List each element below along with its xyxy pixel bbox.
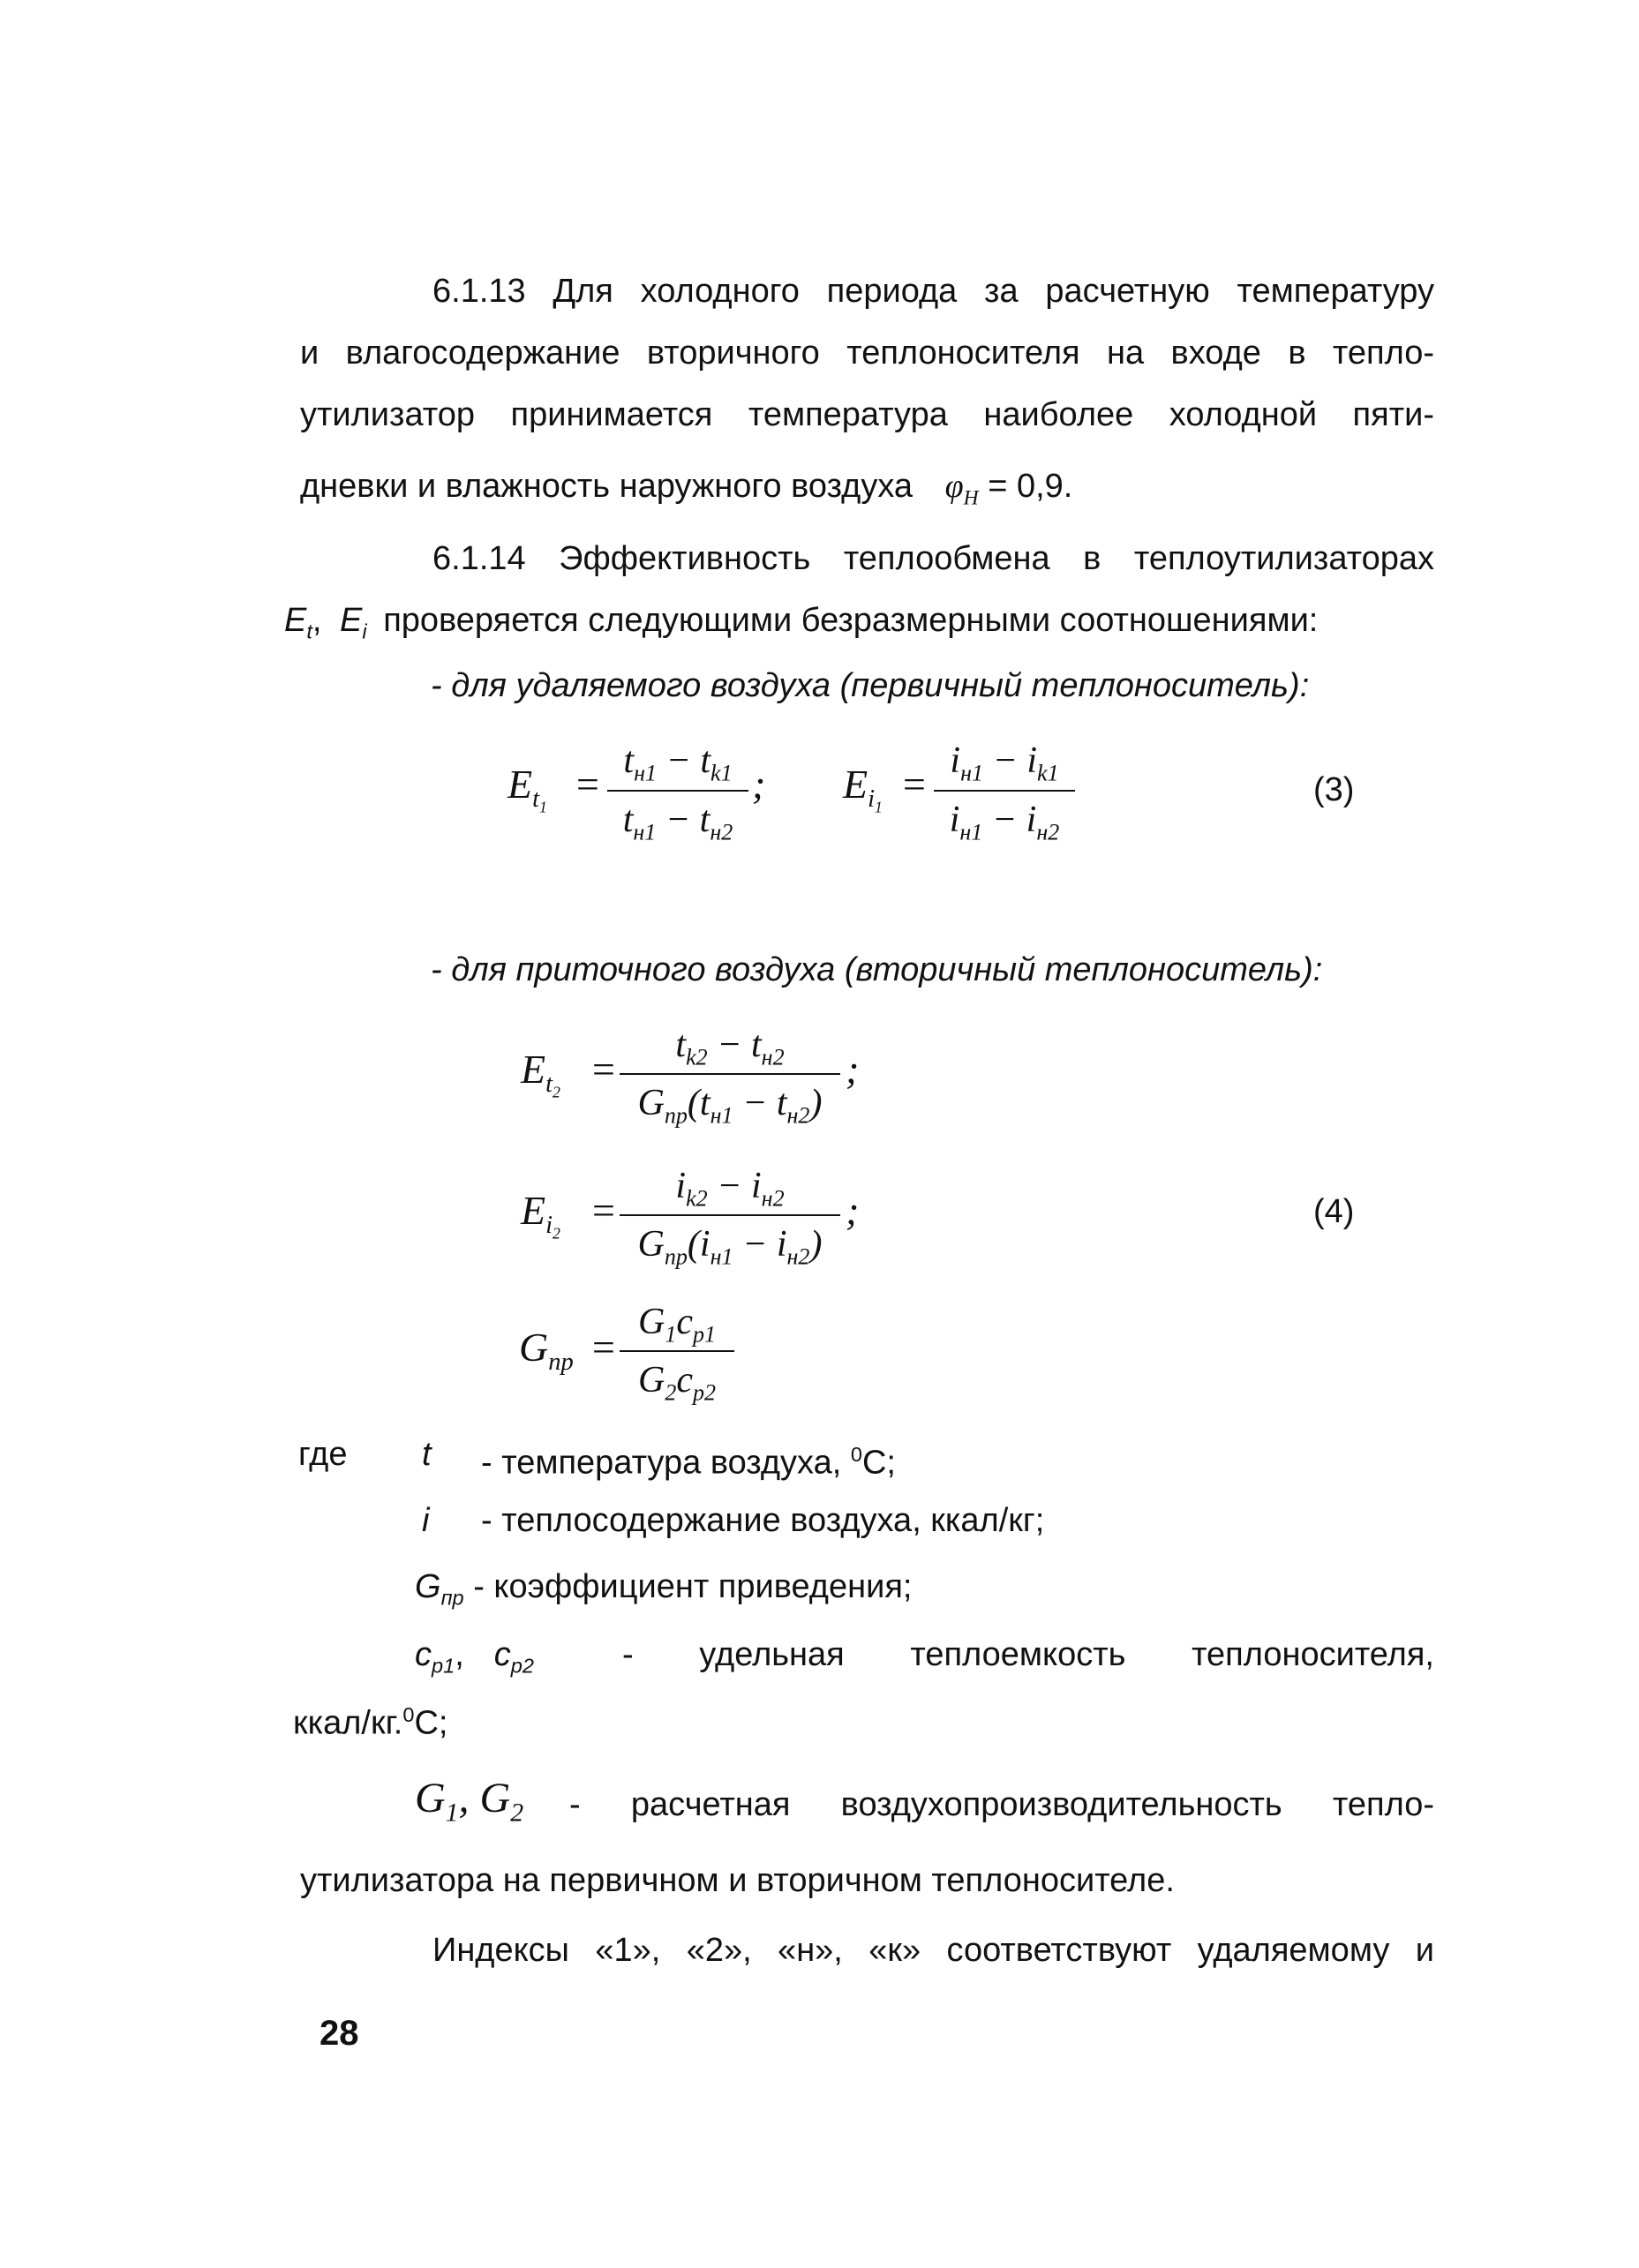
d1s1: н1 (710, 1102, 733, 1129)
t-desc-text: - температура воздуха, (481, 1444, 851, 1482)
n1: t (675, 1025, 687, 1065)
g-symbol (415, 1568, 464, 1610)
legend-c-unit (293, 1694, 447, 1744)
d2mid: − i (733, 1224, 787, 1265)
f4-e1-letter: E (521, 1047, 546, 1092)
legend-where: где (298, 1436, 348, 1473)
legend-g-row (415, 1566, 912, 1618)
f3-eq-1: = (574, 762, 602, 807)
f3-lhs2-sub: i (868, 785, 876, 814)
f3-fraction-bar-2 (934, 790, 1075, 792)
d2s2: н2 (786, 1243, 810, 1270)
para-6-1-13-line-3: утилизатор принимается температура наиболее холодной пяти- (300, 396, 1434, 433)
para-6-1-13-line-2: и влагосодержание вторичного теплоносителя на входе в тепло- (300, 334, 1434, 372)
sep: , (312, 602, 322, 639)
f3-num-1 (607, 740, 748, 786)
n3s1: 1 (665, 1321, 677, 1348)
n1s1: k2 (686, 1044, 708, 1070)
phi-letter: φ (944, 468, 964, 505)
i-a: i (950, 740, 961, 781)
is-c: н1 (959, 819, 983, 845)
f4-e3-bar (620, 1350, 734, 1352)
d2close: ) (809, 1224, 823, 1265)
e-i-symbol (340, 602, 367, 643)
d1open: (t (687, 1083, 710, 1123)
phi-value: = 0,9. (988, 468, 1073, 505)
removed-air-label: - для удаляемого воздуха (первичный теплоноситель): (431, 667, 1310, 704)
g2-sub: 2 (510, 1798, 524, 1828)
t-unit: С; (861, 1444, 896, 1482)
d3s1: 2 (665, 1379, 677, 1406)
f4-e2-sub: i (545, 1212, 553, 1240)
f4-e2-num (620, 1165, 840, 1212)
imid-c: − i (982, 800, 1037, 840)
f4-e3-letter: G (519, 1325, 549, 1370)
f4-e2-subsub: 2 (553, 1224, 560, 1243)
e-t-sub: t (306, 620, 312, 643)
n2mid: − i (707, 1166, 762, 1206)
c1-sub: p1 (432, 1654, 455, 1678)
f4-e1-subsub: 2 (553, 1083, 560, 1101)
d1mid: − t (733, 1083, 787, 1123)
is-d: н2 (1036, 819, 1060, 845)
g1-letter: G (415, 1775, 446, 1821)
line-4-text: дневки и влажность наружного воздуха (300, 468, 913, 505)
g-letter: G (415, 1568, 441, 1605)
f3-lhs2-subsub: 1 (875, 798, 883, 816)
is-b: k1 (1037, 760, 1059, 786)
legend-c-symbols (415, 1634, 534, 1686)
c-unit-text: ккал/кг. (293, 1704, 403, 1742)
d2s1: н1 (710, 1243, 733, 1270)
f4-e3-lhs (519, 1324, 574, 1377)
n3: G (637, 1302, 665, 1342)
f4-e2-eq: = (590, 1188, 618, 1233)
formula-4-number: (4) (1313, 1193, 1355, 1230)
d3c: c (676, 1360, 693, 1401)
f4-e1-eq: = (590, 1047, 618, 1092)
f4-e2-bar (620, 1214, 840, 1216)
g-sub: пр (440, 1586, 464, 1610)
e-t-symbol (284, 602, 312, 643)
d3s2: p2 (692, 1379, 717, 1406)
c2-symbol (493, 1636, 534, 1678)
legend-g12-line-2: утилизатора на первичном и вторичном теплоносителе. (300, 1862, 1175, 1899)
e-letter: Е (284, 602, 307, 639)
s-c: н1 (633, 819, 657, 845)
n2s2: н2 (761, 1185, 785, 1212)
f4-e2-semicolon: ; (846, 1188, 860, 1233)
f4-e1-bar (620, 1073, 840, 1075)
g1-sub: 1 (445, 1798, 459, 1828)
f4-e1-lhs (521, 1046, 560, 1102)
final-line: Индексы «1», «2», «н», «к» соответствуют удаляемому и (432, 1932, 1434, 1969)
n2: i (675, 1166, 687, 1206)
para-6-1-14-line-1: 6.1.14 Эффективность теплообмена в теплоутилизаторах (432, 540, 1434, 577)
n2s1: k2 (686, 1185, 708, 1212)
f4-e2-letter: E (521, 1188, 546, 1233)
legend-i-symbol: i (422, 1502, 430, 1539)
f3-lhs1-sub: t (532, 785, 540, 814)
mid-a: − t (657, 740, 711, 781)
i-c: i (949, 800, 960, 840)
c2-letter: c (493, 1636, 511, 1673)
f3-semicolon: ; (752, 762, 766, 807)
supply-air-label: - для приточного воздуха (вторичный теплоноситель): (431, 951, 1323, 988)
legend-g12-desc: - расчетная воздухопроизводительность тепло- (569, 1786, 1434, 1823)
is-a: н1 (960, 760, 983, 786)
t-unit-sup: 0 (850, 1443, 862, 1466)
legend-g12-symbols (415, 1775, 524, 1834)
c-unit-end: С; (414, 1704, 448, 1742)
c1-symbol (415, 1636, 455, 1678)
f4-e1-sub: t (545, 1070, 553, 1099)
n3c: c (676, 1302, 693, 1342)
t-c: t (622, 800, 634, 840)
n3s2: p1 (692, 1321, 717, 1348)
phi-symbol (944, 468, 979, 510)
c-unit-sup: 0 (402, 1703, 415, 1726)
d1s: пр (664, 1102, 688, 1129)
f3-lhs2-letter: E (843, 762, 868, 807)
n1s2: н2 (761, 1044, 785, 1070)
f3-lhs-2 (843, 761, 883, 817)
formula-3-number: (3) (1313, 771, 1355, 808)
f3-fraction-bar-1 (607, 790, 748, 792)
f3-den-1 (607, 799, 748, 845)
para-6-1-13-line-1: 6.1.13 Для холодного периода за расчетную температуру (432, 273, 1434, 310)
para-6-1-13-line-4 (300, 466, 1072, 519)
f4-e1-den (620, 1082, 840, 1129)
f4-e3-den (620, 1359, 734, 1406)
f4-e1-semicolon: ; (846, 1047, 860, 1092)
g12-sep: , (458, 1775, 480, 1821)
f3-den-2 (934, 799, 1075, 845)
d1close: ) (809, 1083, 823, 1123)
d2s: пр (664, 1243, 688, 1270)
s-a: н1 (634, 760, 657, 786)
imid-a: − i (983, 740, 1038, 781)
t-a: t (623, 740, 635, 781)
g2-letter: G (479, 1775, 511, 1821)
d1: G (637, 1083, 665, 1123)
d2open: (i (687, 1224, 710, 1265)
n1mid: − t (707, 1025, 762, 1065)
legend-t-desc (481, 1434, 896, 1483)
d1s2: н2 (786, 1102, 810, 1129)
mid-c: − t (656, 800, 710, 840)
f4-e3-num (620, 1301, 734, 1348)
f3-num-2 (934, 740, 1075, 786)
f3-lhs-1 (507, 761, 547, 817)
d3: G (637, 1360, 665, 1401)
c-sep: , (455, 1636, 464, 1673)
c2-sub: p2 (510, 1654, 534, 1678)
e-i-sub: i (362, 620, 367, 643)
legend-c-desc: - удельная теплоемкость теплоносителя, (622, 1636, 1434, 1673)
f3-lhs1-letter: E (507, 762, 533, 807)
s-d: н2 (710, 819, 733, 845)
d2: G (637, 1224, 665, 1265)
f3-eq-2: = (900, 762, 929, 807)
s-b: k1 (710, 760, 733, 786)
f4-e1-num (620, 1024, 840, 1070)
f4-e2-lhs (521, 1187, 560, 1243)
c1-letter: c (415, 1636, 432, 1673)
e-letter-2: Е (340, 602, 363, 639)
f3-lhs1-subsub: 1 (539, 798, 547, 816)
phi-sub: Н (963, 486, 979, 510)
g-desc: - коэффициент приведения; (473, 1568, 913, 1605)
legend-i-desc: - теплосодержание воздуха, ккал/кг; (481, 1502, 1045, 1539)
f4-e2-den (620, 1223, 840, 1270)
para-6-1-14-line-2 (284, 600, 1318, 652)
f4-e3-sub: пр (548, 1348, 574, 1377)
f4-e3-eq: = (590, 1325, 618, 1370)
line-2-rest: проверяется следующими безразмерными соотношениями: (383, 602, 1319, 639)
legend-t-symbol: t (422, 1436, 432, 1473)
page-number: 28 (320, 2014, 359, 2053)
